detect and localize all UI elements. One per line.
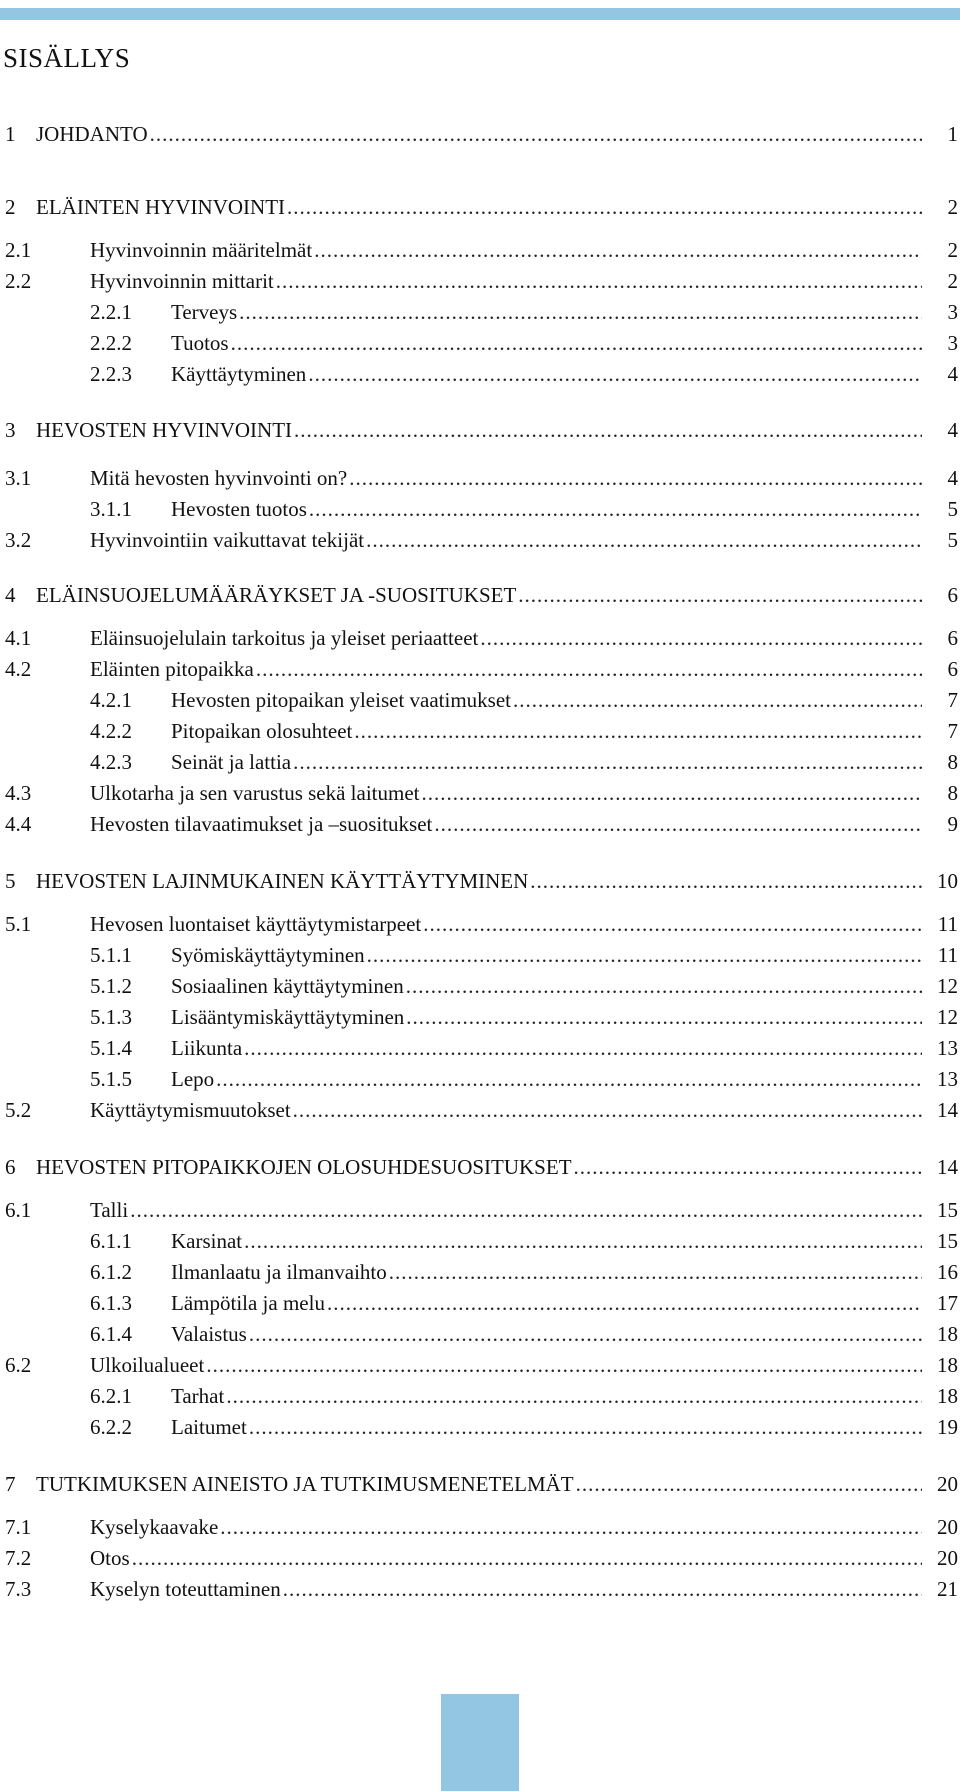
toc-entry-page-number: 6 <box>947 626 958 650</box>
toc-entry-number: 6.2.1 <box>90 1384 132 1408</box>
toc-entry-number: 2.2 <box>5 269 32 293</box>
toc-entry[interactable] <box>0 1064 960 1094</box>
toc-entry-label: Seinät ja lattia <box>171 747 293 777</box>
toc-entry[interactable] <box>0 1574 960 1604</box>
toc-entry-text <box>90 654 922 684</box>
toc-entry-number: 6.1.3 <box>90 1291 132 1315</box>
toc-entry-page-number: 15 <box>937 1229 958 1253</box>
toc-entry-label: Eläinten pitopaikka <box>90 654 256 684</box>
toc-entry-page-number: 18 <box>937 1322 958 1346</box>
toc-entry[interactable] <box>0 297 960 327</box>
toc-entry-label: Tarhat <box>171 1381 226 1411</box>
toc-entry-number: 4.2.3 <box>90 750 132 774</box>
toc-entry-label: HEVOSTEN HYVINVOINTI <box>36 415 294 445</box>
toc-entry-page-number: 10 <box>937 869 958 893</box>
toc-entry[interactable] <box>0 266 960 296</box>
toc-entry[interactable] <box>0 328 960 358</box>
toc-entry-number: 6.1.2 <box>90 1260 132 1284</box>
toc-entry-number: 4.3 <box>5 781 32 805</box>
toc-entry[interactable] <box>0 1381 960 1411</box>
toc-entry[interactable] <box>0 778 960 808</box>
toc-entry[interactable] <box>0 1543 960 1573</box>
toc-entry-label: Hyvinvointiin vaikuttavat tekijät <box>90 525 366 555</box>
toc-entry-page-number: 1 <box>947 122 958 146</box>
toc-entry-page-number: 14 <box>937 1155 958 1179</box>
toc-entry[interactable] <box>0 235 960 265</box>
toc-entry-text <box>90 266 922 296</box>
toc-entry-text <box>36 1469 922 1499</box>
toc-entry-label: Käyttäytymismuutokset <box>90 1095 293 1125</box>
toc-entry-number: 2.1 <box>5 238 32 262</box>
toc-entry-page-number: 4 <box>947 362 958 386</box>
toc-entry-number: 5.1 <box>5 912 32 936</box>
toc-entry-text <box>171 1002 922 1032</box>
dot-leader <box>276 266 922 296</box>
toc-entry-label: Hevosten tilavaatimukset ja –suositukset <box>90 809 434 839</box>
toc-entry-number: 6.1.4 <box>90 1322 132 1346</box>
toc-entry-number: 4.2 <box>5 657 32 681</box>
toc-entry-page-number: 12 <box>937 974 958 998</box>
toc-entry-text <box>90 463 922 493</box>
toc-entry-text <box>171 1226 922 1256</box>
toc-entry[interactable] <box>0 1095 960 1125</box>
toc-entry-number: 2 <box>5 195 16 219</box>
toc-entry-number: 7.2 <box>5 1546 32 1570</box>
toc-entry-label: Eläinsuojelulain tarkoitus ja yleiset periaatteet <box>90 623 480 653</box>
toc-entry-text <box>90 525 922 555</box>
toc-entry[interactable] <box>0 809 960 839</box>
toc-entry-label: Lämpötila ja melu <box>171 1288 327 1318</box>
toc-entry-label: Käyttäytyminen <box>171 359 308 389</box>
toc-entry[interactable] <box>0 971 960 1001</box>
toc-entry[interactable] <box>0 685 960 715</box>
toc-entry-page-number: 13 <box>937 1036 958 1060</box>
dot-leader <box>239 297 922 327</box>
dot-leader <box>327 1288 922 1318</box>
dot-leader <box>389 1257 922 1287</box>
toc-entry[interactable] <box>0 1350 960 1380</box>
toc-entry[interactable] <box>0 716 960 746</box>
toc-entry-text <box>171 297 922 327</box>
toc-entry-label: HEVOSTEN LAJINMUKAINEN KÄYTTÄYTYMINEN <box>36 866 530 896</box>
toc-entry-text <box>171 494 922 524</box>
toc-entry-page-number: 20 <box>937 1515 958 1539</box>
toc-entry-page-number: 15 <box>937 1198 958 1222</box>
dot-leader <box>406 971 922 1001</box>
toc-entry-label: Pitopaikan olosuhteet <box>171 716 354 746</box>
toc-entry-label: Ulkoilualueet <box>90 1350 206 1380</box>
toc-entry-label: Ulkotarha ja sen varustus sekä laitumet <box>90 778 422 808</box>
toc-entry-page-number: 19 <box>937 1415 958 1439</box>
toc-entry-number: 3.2 <box>5 528 32 552</box>
toc-entry-text <box>90 1512 922 1542</box>
toc-entry-number: 5 <box>5 869 16 893</box>
toc-entry-page-number: 2 <box>947 269 958 293</box>
toc-entry-text <box>171 1381 922 1411</box>
toc-entry-number: 6.1.1 <box>90 1229 132 1253</box>
toc-entry[interactable] <box>0 1002 960 1032</box>
toc-entry-number: 2.2.1 <box>90 300 132 324</box>
toc-entry-text <box>90 778 922 808</box>
toc-entry-label: Lepo <box>171 1064 216 1094</box>
toc-entry-page-number: 4 <box>947 466 958 490</box>
dot-leader <box>249 1319 922 1349</box>
toc-entry-text <box>90 1350 922 1380</box>
toc-entry-text <box>171 359 922 389</box>
toc-entry-page-number: 7 <box>947 719 958 743</box>
dot-leader <box>206 1350 922 1380</box>
toc-entry-text <box>90 235 922 265</box>
toc-entry-page-number: 20 <box>937 1546 958 1570</box>
dot-leader <box>308 359 922 389</box>
toc-entry-text <box>36 192 922 222</box>
dot-leader <box>287 192 922 222</box>
toc-entry-text <box>36 580 922 610</box>
toc-entry-number: 6 <box>5 1155 16 1179</box>
dot-leader <box>434 809 922 839</box>
toc-entry-page-number: 3 <box>947 300 958 324</box>
toc-entry-label: Ilmanlaatu ja ilmanvaihto <box>171 1257 389 1287</box>
toc-entry[interactable] <box>0 1412 960 1442</box>
toc-entry-label: Sosiaalinen käyttäytyminen <box>171 971 406 1001</box>
toc-entry-label: ELÄINTEN HYVINVOINTI <box>36 192 287 222</box>
toc-entry-label: Liikunta <box>171 1033 244 1063</box>
toc-entry-page-number: 6 <box>947 657 958 681</box>
toc-entry[interactable] <box>0 580 960 610</box>
toc-entry-number: 7 <box>5 1472 16 1496</box>
toc-entry[interactable] <box>0 192 960 222</box>
toc-entry-label: HEVOSTEN PITOPAIKKOJEN OLOSUHDESUOSITUKSET <box>36 1152 574 1182</box>
toc-entry-page-number: 18 <box>937 1353 958 1377</box>
toc-entry-page-number: 16 <box>937 1260 958 1284</box>
toc-entry-text <box>171 328 922 358</box>
toc-entry-text <box>171 1288 922 1318</box>
toc-entry-number: 3.1.1 <box>90 497 132 521</box>
toc-entry-page-number: 5 <box>947 528 958 552</box>
dot-leader <box>574 1152 922 1182</box>
toc-entry-number: 7.1 <box>5 1515 32 1539</box>
toc-entry-label: Karsinat <box>171 1226 244 1256</box>
toc-entry-label: Hyvinvoinnin mittarit <box>90 266 276 296</box>
footer-tab <box>441 1694 519 1791</box>
toc-entry-text <box>171 1033 922 1063</box>
dot-leader <box>530 866 922 896</box>
toc-entry[interactable] <box>0 1257 960 1287</box>
dot-leader <box>366 525 922 555</box>
toc-entry[interactable] <box>0 359 960 389</box>
toc-entry-number: 6.2 <box>5 1353 32 1377</box>
toc-entry[interactable] <box>0 654 960 684</box>
toc-entry-text <box>171 940 922 970</box>
dot-leader <box>406 1002 922 1032</box>
toc-entry-label: Hevosten tuotos <box>171 494 309 524</box>
toc-entry-page-number: 2 <box>947 195 958 219</box>
toc-entry-number: 3.1 <box>5 466 32 490</box>
toc-entry-page-number: 11 <box>937 943 958 967</box>
toc-entry-text <box>171 1319 922 1349</box>
toc-entry-text <box>171 716 922 746</box>
toc-entry-number: 7.3 <box>5 1577 32 1601</box>
toc-entry-label: Kyselykaavake <box>90 1512 220 1542</box>
toc-entry-label: JOHDANTO <box>36 119 150 149</box>
toc-entry[interactable] <box>0 866 960 896</box>
toc-entry-label: Laitumet <box>171 1412 249 1442</box>
toc-entry-page-number: 9 <box>947 812 958 836</box>
dot-leader <box>354 716 922 746</box>
toc-entry[interactable] <box>0 119 960 149</box>
toc-entry-label: Talli <box>90 1195 130 1225</box>
dot-leader <box>349 463 922 493</box>
toc-entry-number: 6.1 <box>5 1198 32 1222</box>
toc-entry[interactable] <box>0 1033 960 1063</box>
toc-entry-page-number: 8 <box>947 781 958 805</box>
toc-entry-number: 6.2.2 <box>90 1415 132 1439</box>
toc-entry[interactable] <box>0 1512 960 1542</box>
toc-entry[interactable] <box>0 940 960 970</box>
dot-leader <box>150 119 922 149</box>
toc-entry-text <box>171 1412 922 1442</box>
dot-leader <box>480 623 922 653</box>
toc-entry[interactable] <box>0 1195 960 1225</box>
toc-entry-label: Tuotos <box>171 328 231 358</box>
toc-entry-label: Hevosten pitopaikan yleiset vaatimukset <box>171 685 513 715</box>
toc-entry-text <box>90 1574 922 1604</box>
toc-entry[interactable] <box>0 1152 960 1182</box>
toc-entry-page-number: 3 <box>947 331 958 355</box>
toc-entry-text <box>36 119 922 149</box>
toc-entry[interactable] <box>0 747 960 777</box>
toc-entry-page-number: 14 <box>937 1098 958 1122</box>
toc-entry-label: Kyselyn toteuttaminen <box>90 1574 283 1604</box>
dot-leader <box>226 1381 922 1411</box>
dot-leader <box>518 580 922 610</box>
toc-entry-text <box>90 909 922 939</box>
toc-entry-page-number: 8 <box>947 750 958 774</box>
toc-entry-number: 1 <box>5 122 16 146</box>
toc-entry-label: ELÄINSUOJELUMÄÄRÄYKSET JA -SUOSITUKSET <box>36 580 518 610</box>
toc-entry-label: Lisääntymiskäyttäytyminen <box>171 1002 406 1032</box>
toc-entry-page-number: 13 <box>937 1067 958 1091</box>
dot-leader <box>294 415 922 445</box>
toc-entry[interactable] <box>0 463 960 493</box>
toc-entry[interactable] <box>0 909 960 939</box>
toc-entry[interactable] <box>0 1469 960 1499</box>
dot-leader <box>367 940 922 970</box>
toc-entry-page-number: 7 <box>947 688 958 712</box>
toc-entry[interactable] <box>0 1226 960 1256</box>
toc-entry-number: 5.1.1 <box>90 943 132 967</box>
toc-entry-text <box>171 971 922 1001</box>
toc-entry-label: TUTKIMUKSEN AINEISTO JA TUTKIMUSMENETELMÄT <box>36 1469 576 1499</box>
dot-leader <box>309 494 922 524</box>
toc-entry-number: 4.4 <box>5 812 32 836</box>
dot-leader <box>249 1412 922 1442</box>
toc-entry-label: Hyvinvoinnin määritelmät <box>90 235 314 265</box>
toc-entry-page-number: 21 <box>937 1577 958 1601</box>
toc-entry-number: 5.1.5 <box>90 1067 132 1091</box>
dot-leader <box>244 1033 922 1063</box>
toc-entry-number: 4.2.2 <box>90 719 132 743</box>
dot-leader <box>293 747 922 777</box>
page-title: SISÄLLYS <box>3 43 131 73</box>
toc-entry[interactable] <box>0 494 960 524</box>
dot-leader <box>132 1543 922 1573</box>
toc-entry-text <box>171 1257 922 1287</box>
dot-leader <box>513 685 922 715</box>
toc-entry-label: Terveys <box>171 297 239 327</box>
toc-entry-page-number: 4 <box>947 418 958 442</box>
dot-leader <box>231 328 922 358</box>
toc-entry-number: 4.2.1 <box>90 688 132 712</box>
toc-entry[interactable] <box>0 623 960 653</box>
toc-entry-label: Syömiskäyttäytyminen <box>171 940 367 970</box>
dot-leader <box>256 654 922 684</box>
toc-entry-page-number: 12 <box>937 1005 958 1029</box>
toc-entry-text <box>36 415 922 445</box>
toc-entry-number: 4.1 <box>5 626 32 650</box>
dot-leader <box>244 1226 922 1256</box>
toc-entry-page-number: 5 <box>947 497 958 521</box>
toc-entry[interactable] <box>0 1319 960 1349</box>
toc-entry-text <box>171 747 922 777</box>
dot-leader <box>422 778 923 808</box>
toc-entry-text <box>90 623 922 653</box>
toc-entry-text <box>171 685 922 715</box>
toc-entry-text <box>90 809 922 839</box>
toc-entry-label: Mitä hevosten hyvinvointi on? <box>90 463 349 493</box>
toc-entry-number: 2.2.2 <box>90 331 132 355</box>
toc-entry-label: Valaistus <box>171 1319 249 1349</box>
toc-entry-page-number: 17 <box>937 1291 958 1315</box>
dot-leader <box>423 909 922 939</box>
toc-entry[interactable] <box>0 525 960 555</box>
toc-entry-page-number: 11 <box>937 912 958 936</box>
toc-entry-text <box>90 1543 922 1573</box>
toc-entry-text <box>90 1095 922 1125</box>
toc-entry[interactable] <box>0 415 960 445</box>
toc-entry-text <box>171 1064 922 1094</box>
toc-entry-number: 4 <box>5 583 16 607</box>
toc-entry-text <box>90 1195 922 1225</box>
dot-leader <box>576 1469 922 1499</box>
toc-entry-number: 5.1.4 <box>90 1036 132 1060</box>
toc-entry-label: Hevosen luontaiset käyttäytymistarpeet <box>90 909 423 939</box>
toc-entry-page-number: 2 <box>947 238 958 262</box>
toc-entry[interactable] <box>0 1288 960 1318</box>
toc-entry-number: 5.2 <box>5 1098 32 1122</box>
dot-leader <box>293 1095 922 1125</box>
toc-entry-text <box>36 866 922 896</box>
toc-entry-page-number: 6 <box>947 583 958 607</box>
dot-leader <box>216 1064 922 1094</box>
dot-leader <box>220 1512 922 1542</box>
toc-entry-page-number: 20 <box>937 1472 958 1496</box>
toc-entry-number: 3 <box>5 418 16 442</box>
toc-entry-text <box>36 1152 922 1182</box>
dot-leader <box>283 1574 922 1604</box>
toc-entry-number: 5.1.2 <box>90 974 132 998</box>
toc-entry-number: 2.2.3 <box>90 362 132 386</box>
dot-leader <box>314 235 922 265</box>
toc-entry-page-number: 18 <box>937 1384 958 1408</box>
toc-entry-label: Otos <box>90 1543 132 1573</box>
dot-leader <box>130 1195 922 1225</box>
toc-entry-number: 5.1.3 <box>90 1005 132 1029</box>
